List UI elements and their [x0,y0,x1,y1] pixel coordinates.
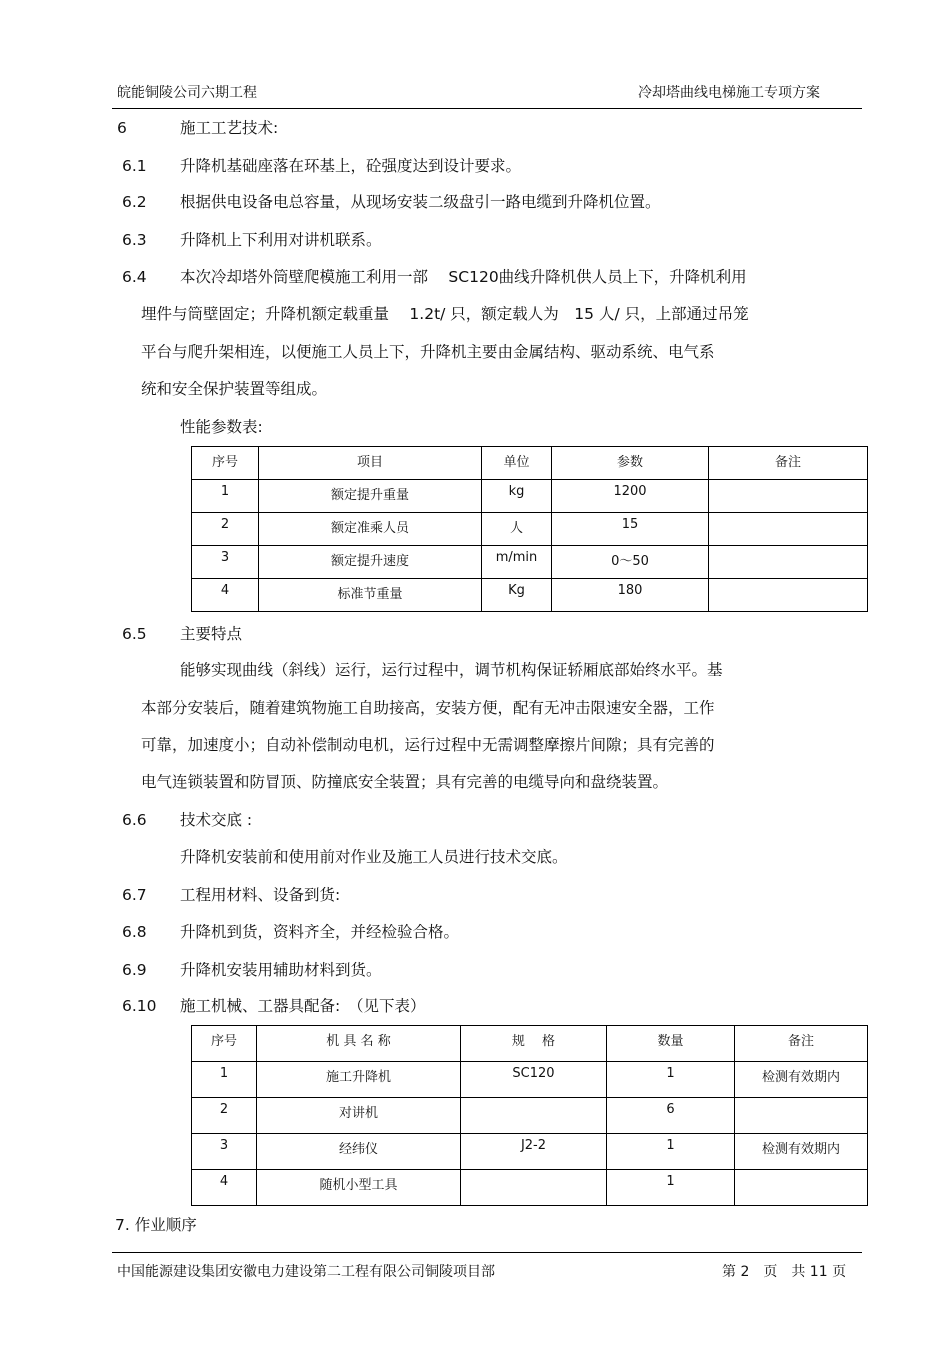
section-6-5-line-2: 本部分安装后，随着建筑物施工自助接高，安装方便，配有无冲击限速安全器，工作 [141,699,715,717]
header-cell: 备注 [709,447,868,480]
table-cell: 180 [552,579,709,612]
table-cell: 6 [607,1098,735,1134]
section-6-number: 6 [117,119,127,137]
table-row [192,1062,868,1098]
section-6-4-line-4: 统和安全保护装置等组成。 [141,380,328,398]
table-cell: Kg [482,579,552,612]
table-cell: 随机小型工具 [257,1170,461,1206]
header-cell: 规 格 [461,1026,607,1062]
table-cell: 1 [607,1134,735,1170]
table-cell: 额定准乘人员 [259,513,482,546]
table-row [192,513,868,546]
table-cell: 1200 [552,480,709,513]
table-cell: 15 [552,513,709,546]
table-row [192,1098,868,1134]
footer-page-number: 第 2 页 共 11 页 [722,1264,847,1280]
table-header-row [192,1026,868,1062]
table-cell [461,1098,607,1134]
performance-table [191,446,868,612]
section-6-6-number: 6.6 [122,811,147,829]
table-cell: kg [482,480,552,513]
tool-table [191,1025,868,1206]
table-cell [709,579,868,612]
table-cell: 3 [192,1134,257,1170]
section-6-4-number: 6.4 [122,268,147,286]
section-6-1-text: 升降机基础座落在环基上，砼强度达到设计要求。 [180,157,522,175]
section-6-5-line-1: 能够实现曲线（斜线）运行，运行过程中，调节机构保证轿厢底部始终水平。基 [180,661,723,679]
section-6-title: 施工工艺技术: [180,119,279,137]
table-cell: 2 [192,513,259,546]
table-cell [709,480,868,513]
header-cell: 单位 [482,447,552,480]
table-cell [735,1098,868,1134]
header-cell: 项目 [259,447,482,480]
header-cell: 机 具 名 称 [257,1026,461,1062]
section-6-5-line-4: 电气连锁装置和防冒顶、防撞底安全装置；具有完善的电缆导向和盘绕装置。 [141,773,669,791]
table-cell [461,1170,607,1206]
table-row [192,579,868,612]
performance-table-caption: 性能参数表: [180,418,263,436]
table-row [192,1134,868,1170]
table-cell [709,546,868,579]
table-cell: 额定提升重量 [259,480,482,513]
section-6-7-text: 工程用材料、设备到货: [180,886,341,904]
table-cell: 检测有效期内 [735,1062,868,1098]
table-cell: 4 [192,579,259,612]
table-cell: m/min [482,546,552,579]
section-6-2-text: 根据供电设备电总容量，从现场安装二级盘引一路电缆到升降机位置。 [180,193,661,211]
section-6-5-line-3: 可靠，加速度小；自动补偿制动电机，运行过程中无需调整摩擦片间隙；具有完善的 [141,736,715,754]
table-cell: 1 [192,1062,257,1098]
table-cell: 1 [192,480,259,513]
table-cell [709,513,868,546]
section-6-9-text: 升降机安装用辅助材料到货。 [180,961,382,979]
header-cell: 序号 [192,1026,257,1062]
table-row [192,546,868,579]
section-6-6-text: 升降机安装前和使用前对作业及施工人员进行技术交底。 [180,848,568,866]
header-right: 冷却塔曲线电梯施工专项方案 [638,85,820,101]
table-cell: 人 [482,513,552,546]
table-cell: 经纬仪 [257,1134,461,1170]
table-cell: 标准节重量 [259,579,482,612]
header-left: 皖能铜陵公司六期工程 [117,85,257,101]
section-6-4-line-3: 平台与爬升架相连，以便施工人员上下，升降机主要由金属结构、驱动系统、电气系 [141,343,715,361]
section-6-8-text: 升降机到货，资料齐全，并经检验合格。 [180,923,460,941]
header-cell: 序号 [192,447,259,480]
table-row [192,480,868,513]
section-6-5-number: 6.5 [122,625,147,643]
table-cell: 4 [192,1170,257,1206]
table-cell: 0～50 [552,546,709,579]
header-cell: 备注 [735,1026,868,1062]
table-row [192,1170,868,1206]
section-6-6-title: 技术交底 : [180,811,253,829]
table-header-row [192,447,868,480]
section-6-10-text: 施工机械、工器具配备: （见下表） [180,997,426,1015]
section-6-8-number: 6.8 [122,923,147,941]
section-6-4-line-2: 埋件与筒壁固定；升降机额定载重量 1.2t/ 只，额定载人为 15 人/ 只，上部通过吊笼 [141,305,749,323]
section-6-3-number: 6.3 [122,231,147,249]
table-cell: 3 [192,546,259,579]
section-6-9-number: 6.9 [122,961,147,979]
table-cell: 1 [607,1170,735,1206]
section-6-3-text: 升降机上下利用对讲机联系。 [180,231,382,249]
table-cell: J2-2 [461,1134,607,1170]
table-cell: SC120 [461,1062,607,1098]
table-cell [735,1170,868,1206]
section-6-10-number: 6.10 [122,997,157,1015]
table-cell: 对讲机 [257,1098,461,1134]
section-6-5-title: 主要特点 [180,625,243,643]
section-7-heading: 7. 作业顺序 [115,1216,197,1234]
table-cell: 1 [607,1062,735,1098]
header-cell: 数量 [607,1026,735,1062]
table-cell: 施工升降机 [257,1062,461,1098]
section-6-2-number: 6.2 [122,193,147,211]
section-6-7-number: 6.7 [122,886,147,904]
footer-left: 中国能源建设集团安徽电力建设第二工程有限公司铜陵项目部 [117,1264,495,1280]
header-cell: 参数 [552,447,709,480]
header-rule [112,108,862,109]
section-6-1-number: 6.1 [122,157,147,175]
footer-rule [112,1252,862,1253]
table-cell: 额定提升速度 [259,546,482,579]
table-cell: 2 [192,1098,257,1134]
section-6-4-line-1: 本次冷却塔外筒壁爬模施工利用一部 SC120曲线升降机供人员上下，升降机利用 [180,268,747,286]
table-cell: 检测有效期内 [735,1134,868,1170]
